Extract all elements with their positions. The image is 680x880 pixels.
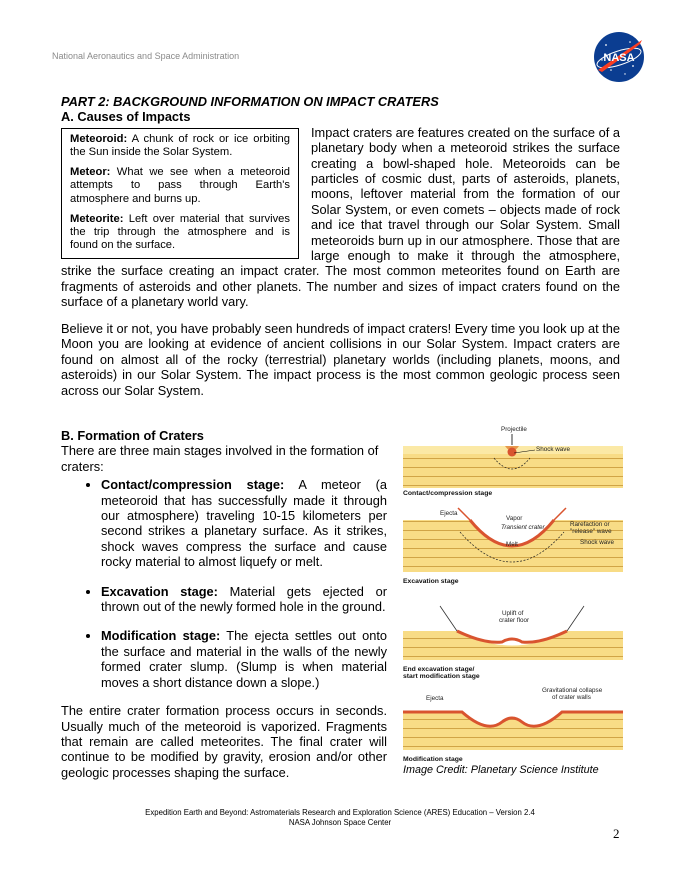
footer (0, 808, 680, 827)
end-excavation-panel (403, 606, 623, 680)
stage-text: Material gets ejected or thrown out of the newly formed hole in the ground. (101, 583, 387, 615)
stage-item (101, 628, 387, 690)
footer-line-2: NASA Johnson Space Center (288, 817, 392, 827)
definition-text: A chunk of rock or ice orbiting the Sun inside the Solar System. (70, 132, 290, 159)
definition-item (70, 213, 290, 253)
svg-text:NASA: NASA (603, 52, 635, 64)
section-a-intro: Impact craters are features created on the surface of a planetary body when a meteoroid strikes the surface creating a bowl-shaped hole. Meteoroids can be particles of cosmic dust, parts of asteroids, planets, moons, leftover material from the formation of our Solar System, or even comets – objects made of rock and ice that travel through our Solar System. Small meteoroids burn up in our atmosphere. Those that are large enough to make it through the atmosphere, strike the surface creating an impact crater. The most common meteorites found on Earth are fragments of asteroids and other planets. The number and sizes of impact craters found on the surface of a planetary world vary. (61, 124, 620, 310)
svg-text:Rarefaction or: Rarefaction or (570, 521, 610, 528)
svg-text:start modification stage: start modification stage (403, 673, 480, 680)
definition-text: Left over material that survives the trip through the atmosphere and is found on the surface. (70, 212, 290, 252)
stage-list (61, 477, 387, 690)
agency-header: National Aeronautics and Space Administration (52, 51, 240, 61)
part-title: PART 2: BACKGROUND INFORMATION ON IMPACT CRATERS (61, 94, 439, 109)
svg-text:Ejecta: Ejecta (440, 510, 458, 517)
svg-text:Uplift of: Uplift of (502, 610, 524, 617)
section-a-text (61, 125, 620, 310)
svg-text:Projectile: Projectile (501, 426, 527, 433)
section-b-conclusion: The entire crater formation process occurs in seconds. Usually much of the meteoroid is vaporized. Fragments that remain are called meteorites. The final crater will continue to be modified by gravity, erosion and/or other geologic processes shaping the surface. (61, 703, 387, 780)
section-a-heading: A. Causes of Impacts (61, 109, 191, 125)
section-a-paragraph-2: Believe it or not, you have probably seen hundreds of impact craters! Every time you look up at the Moon you are looking at evidence of ancient collisions in our Solar System. Impact craters are found on almost all of the rocky (terrestrial) planetary worlds (including planets, moons, and asteroids) in our Solar System. The impact process is the most common geologic process seen across our Solar System. (61, 321, 620, 398)
stage-text: The ejecta settles out onto the surface and material in the walls of the newly formed crater slump. (Slump is when material moves a short distance down a slope.) (101, 628, 387, 690)
excavation-panel (403, 508, 623, 585)
svg-text:crater floor: crater floor (499, 617, 530, 624)
section-b-heading: B. Formation of Craters (61, 428, 204, 443)
section-b (61, 428, 387, 780)
definitions-box (61, 128, 299, 260)
svg-text:Excavation stage: Excavation stage (403, 578, 459, 585)
modification-panel (403, 687, 623, 763)
stage-item (101, 477, 387, 569)
section-a (61, 94, 620, 310)
page-number: 2 (613, 826, 620, 841)
svg-text:Melt: Melt (506, 541, 518, 548)
svg-text:Vapor: Vapor (506, 515, 523, 522)
definition-item (70, 166, 290, 206)
contact-compression-panel (403, 426, 623, 497)
crater-formation-figure (402, 422, 624, 764)
definition-item (70, 133, 290, 159)
footer-line-1: Expedition Earth and Beyond: Astromaterials Research and Exploration Science (ARES) Education – Version 2.4 (145, 808, 535, 817)
svg-text:Contact/compression stage: Contact/compression stage (403, 490, 493, 497)
stage-term: Excavation stage: (101, 583, 218, 599)
definition-term: Meteorite: (70, 212, 124, 225)
svg-text:Shock wave: Shock wave (580, 539, 614, 546)
definition-term: Meteor: (70, 166, 111, 179)
definition-term: Meteoroid: (70, 132, 128, 145)
stage-text: A meteor (a meteoroid that has successfully made it through our atmosphere) traveling 10-15 kilometers per second strikes a planetary surface. As it strikes, shock waves compress the surface and cause rocky material to almost liquefy or melt. (101, 477, 387, 570)
stage-item (101, 584, 387, 615)
svg-text:Transient crater: Transient crater (501, 524, 545, 531)
svg-text:Ejecta: Ejecta (426, 695, 444, 702)
nasa-logo (592, 30, 646, 84)
definition-text: What we see when a meteoroid attempts to pass through Earth's atmosphere and burns up. (70, 166, 290, 205)
image-credit: Image Credit: Planetary Science Institute (403, 764, 599, 776)
svg-text:of crater walls: of crater walls (552, 694, 591, 701)
svg-text:Shock wave: Shock wave (536, 446, 570, 453)
stage-term: Contact/compression stage: (101, 477, 285, 493)
svg-text:"release" wave: "release" wave (570, 528, 612, 535)
stage-term: Modification stage: (101, 628, 221, 644)
section-b-intro: There are three main stages involved in the formation of craters: (61, 443, 379, 474)
svg-text:End excavation stage/: End excavation stage/ (403, 666, 475, 673)
svg-text:Gravitational collapse: Gravitational collapse (542, 687, 603, 694)
svg-text:Modification stage: Modification stage (403, 756, 463, 763)
